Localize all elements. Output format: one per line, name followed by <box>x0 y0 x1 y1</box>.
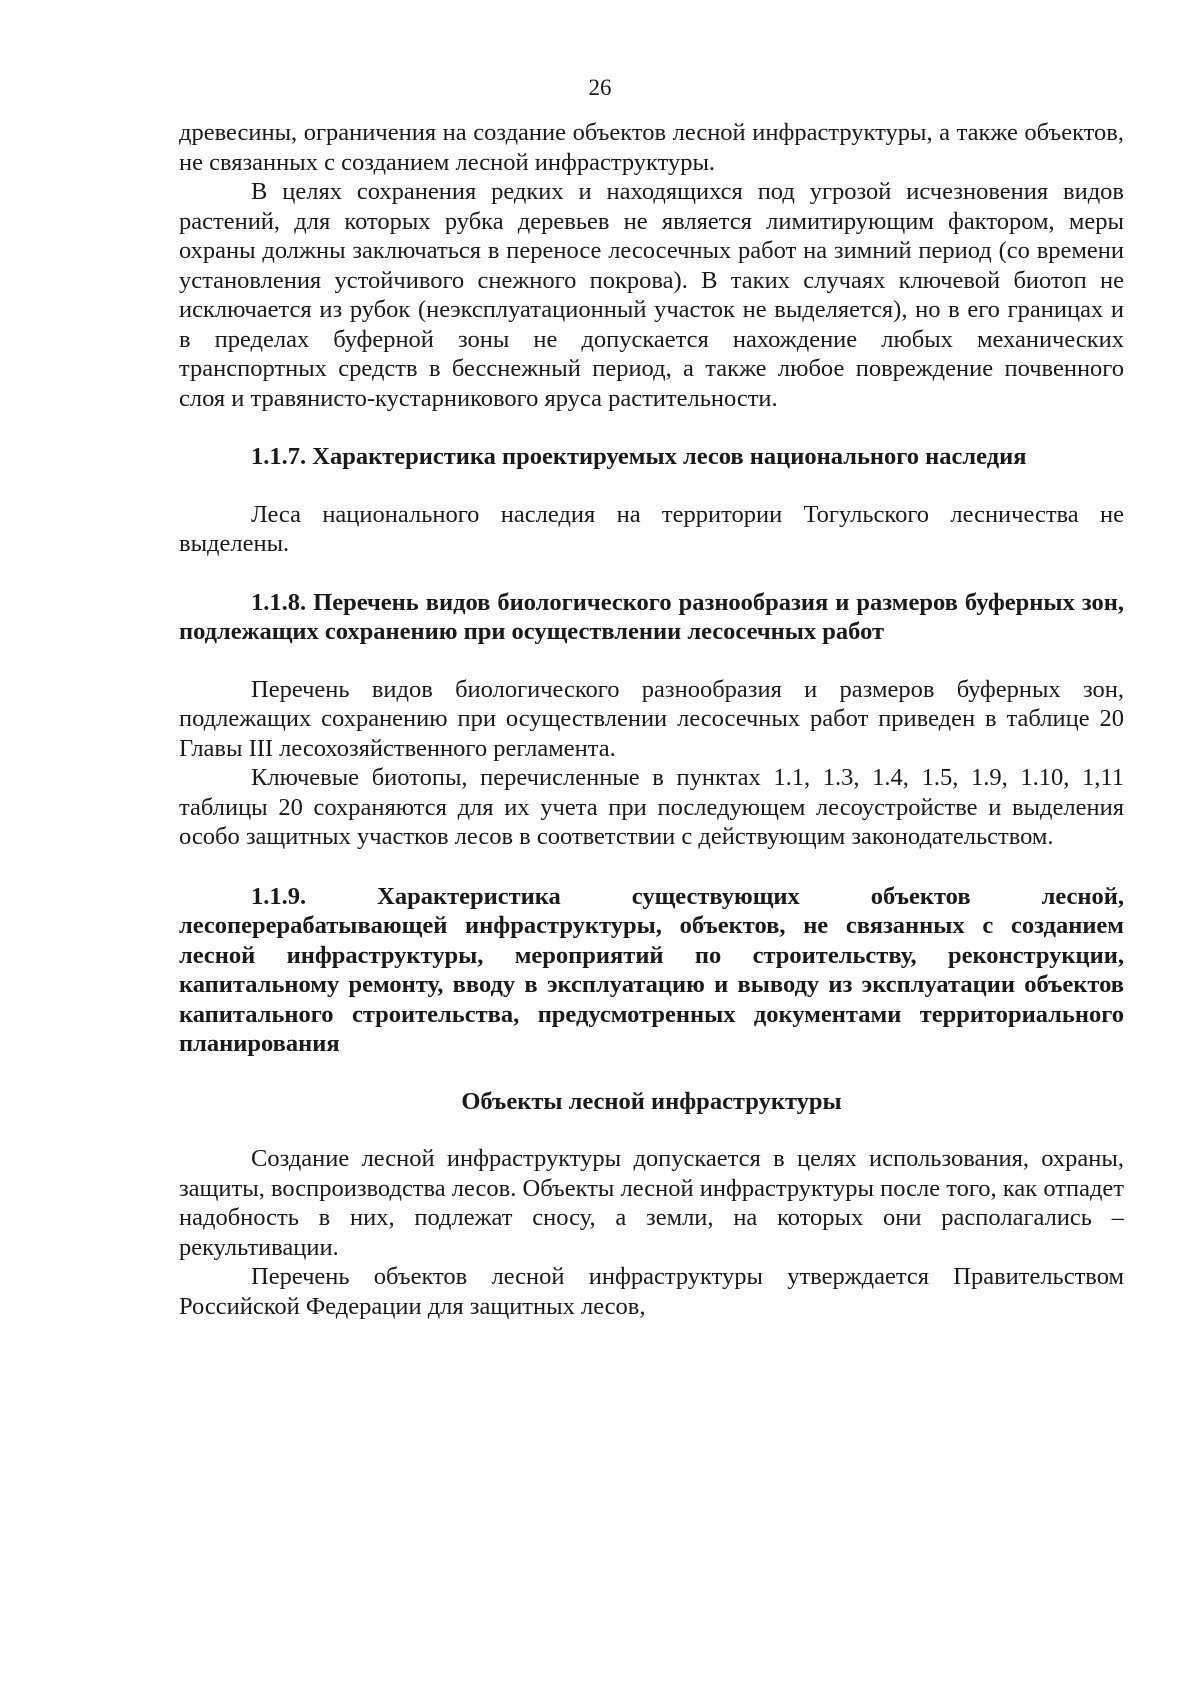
spacer <box>179 559 1124 588</box>
section-heading-1-1-9: 1.1.9. Характеристика существующих объектов лесной, лесоперерабатывающей инфраструктуры, объектов, не связанных с созданием лесной инфраструктуры, мероприятий по строительству, реконструкции, капитальному ремонту, вводу в эксплуатацию и выводу из эксплуатации объектов капитального строительства, предусмотренных документами территориального планирования <box>179 882 1124 1057</box>
paragraph-rare-species: В целях сохранения редких и находящихся под угрозой исчезновения видов растений, для которых рубка деревьев не является лимитирующим фактором, меры охраны должны заключаться в переносе лесосечных работ на зимний период (со времени установления устойчивого снежного покрова). В таких случаях ключевой биотоп не исключается из рубок (неэксплуатационный участок не выделяется), но в его границах и в пределах буферной зоны не допускается нахождение любых механических транспортных средств в бесснежный период, а также любое повреждение почвенного слоя и травянисто-кустарникового яруса растительности. <box>179 178 1124 412</box>
paragraph-key-biotopes: Ключевые биотопы, перечисленные в пунктах 1.1, 1.3, 1.4, 1.5, 1.9, 1.10, 1,11 таблицы 20 сохраняются для их учета при последующем лесоустройстве и выделения особо защитных участков лесов в соответствии с действующим законодательством. <box>179 764 1124 850</box>
paragraph-continuation: древесины, ограничения на создание объектов лесной инфраструктуры, а также объектов, не связанных с созданием лесной инфраструктуры. <box>179 119 1124 176</box>
paragraph-infrastructure-creation: Создание лесной инфраструктуры допускается в целях использования, охраны, защиты, воспроизводства лесов. Объекты лесной инфраструктуры после того, как отпадет надобность в них, подлежат сносу, а земли, на которых они располагались – рекультивации. <box>179 1145 1124 1261</box>
paragraph-biodiversity-list: Перечень видов биологического разнообразия и размеров буферных зон, подлежащих сохранению при осуществлении лесосечных работ приведен в таблице 20 Главы III лесохозяйственного регламента. <box>179 675 1124 762</box>
section-heading-1-1-8: 1.1.8. Перечень видов биологического разнообразия и размеров буферных зон, подлежащих сохранению при осуществлении лесосечных работ <box>179 588 1124 645</box>
page-content <box>179 118 1124 1321</box>
spacer <box>179 413 1124 442</box>
paragraph-infrastructure-list: Перечень объектов лесной инфраструктуры утверждается Правительством Российской Федерации для защитных лесов, <box>179 1263 1124 1320</box>
subheading-forest-infrastructure: Объекты лесной инфраструктуры <box>461 1087 842 1115</box>
spacer <box>179 472 1124 500</box>
paragraph-national-heritage: Леса национального наследия на территории Тогульского лесничества не выделены. <box>179 500 1124 557</box>
section-heading-1-1-7: 1.1.7. Характеристика проектируемых лесов национального наследия <box>251 443 1027 470</box>
spacer <box>179 1116 1124 1144</box>
spacer <box>179 647 1124 675</box>
page-number: 26 <box>588 75 612 100</box>
spacer <box>179 852 1124 882</box>
spacer <box>179 1059 1124 1087</box>
